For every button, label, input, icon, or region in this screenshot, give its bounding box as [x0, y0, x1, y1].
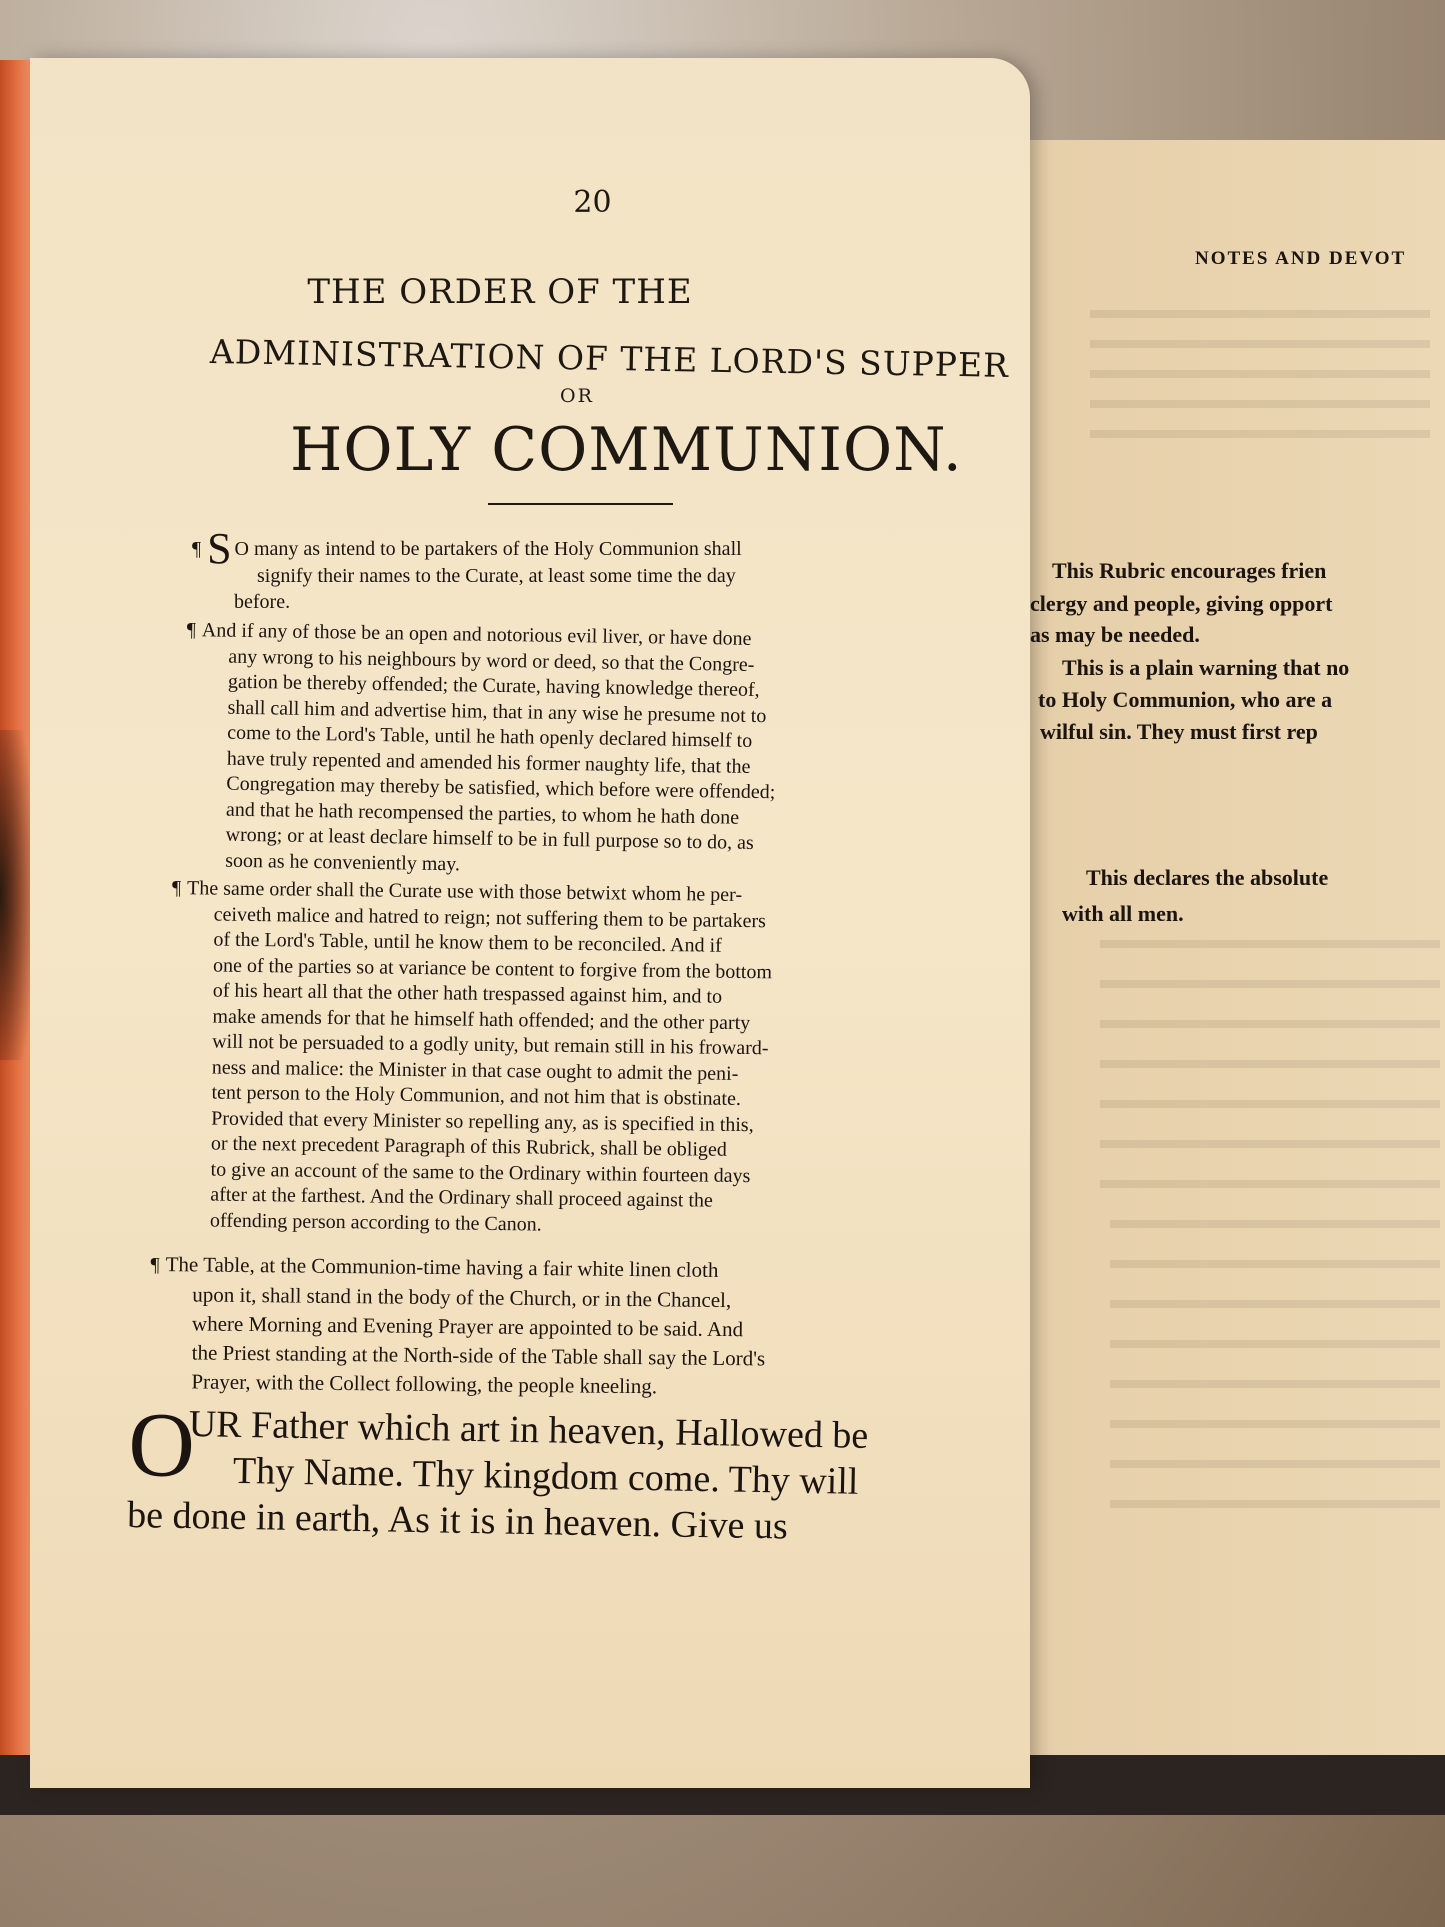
rubric-line: one of the parties so at variance be content to forgive from the bottom — [212, 954, 773, 983]
rubric-line: make amends for that he himself hath offended; and the other party — [212, 1005, 751, 1034]
note-2-line: This is a plain warning that no — [1062, 655, 1350, 680]
bleed-through — [1100, 940, 1440, 1200]
rubric-line: will not be persuaded to a godly unity, but remain still in his froward- — [212, 1030, 769, 1060]
rubric-line: before. — [234, 590, 291, 613]
rubric-line: signify their names to the Curate, at least some time the day — [257, 565, 736, 587]
rubric-line: have truly repented and amended his former naughty life, that the — [226, 747, 751, 778]
rubric-line: of his heart all that the other hath trespassed against him, and to — [212, 979, 723, 1008]
rubric-line: soon as he conveniently may. — [225, 849, 461, 875]
prayer-line: Thy Name. Thy kingdom come. Thy will — [232, 1449, 859, 1503]
rubric-line: to give an account of the same to the Ordinary within fourteen days — [210, 1158, 751, 1187]
rubric-line: And if any of those be an open and notorious evil liver, or have done — [201, 619, 752, 650]
pilcrow-icon: ¶ — [171, 877, 182, 900]
title-line-2: ADMINISTRATION OF THE LORD'S SUPPER — [209, 332, 1010, 385]
rubric-line: after at the farthest. And the Ordinary shall proceed against the — [210, 1183, 713, 1212]
drop-cap: S — [207, 524, 232, 573]
rubric-line: shall call him and advertise him, that in any wise he presume not to — [227, 696, 767, 727]
rubric-line: O many as intend to be partakers of the Holy Communion shall — [234, 538, 742, 560]
rubric-line: The same order shall the Curate use with those betwixt whom he per- — [186, 877, 743, 906]
rubric-line: Provided that every Minister so repelling any, as is specified in this, — [211, 1107, 754, 1136]
rubric-line: wrong; or at least declare himself to be in full purpose so to do, as — [225, 823, 754, 854]
rubric-line: offending person according to the Canon. — [209, 1209, 542, 1236]
rubric-line: or the next precedent Paragraph of this Rubrick, shall be obliged — [210, 1132, 727, 1161]
rubric-line: Prayer, with the Collect following, the people kneeling. — [191, 1369, 658, 1399]
note-2-line: to Holy Communion, who are a — [1038, 687, 1333, 712]
right-page-header: NOTES AND DEVOT — [1195, 248, 1407, 269]
note-1-line: This Rubric encourages frien — [1052, 558, 1327, 583]
title-divider — [488, 503, 673, 505]
prayer-line: UR Father which art in heaven, Hallowed be — [188, 1403, 869, 1457]
rubric-1 — [192, 524, 972, 615]
drop-cap: O — [127, 1393, 196, 1497]
title-line-1: THE ORDER OF THE — [307, 272, 693, 312]
rubric-line: tent person to the Holy Communion, and not him that is obstinate. — [211, 1081, 742, 1110]
page-title: HOLY COMMUNION. — [290, 415, 963, 485]
finger-shadow — [0, 730, 30, 1060]
note-3-line: with all men. — [1062, 901, 1184, 926]
rubric-line: The Table, at the Communion-time having a fair white linen cloth — [165, 1252, 719, 1282]
rubric-line: and that he hath recompensed the parties, to whom he hath done — [225, 798, 740, 829]
pilcrow-icon: ¶ — [192, 538, 202, 560]
lords-prayer — [126, 1393, 999, 1553]
prayer-line: be done in earth, As it is in heaven. Give us — [126, 1493, 789, 1548]
rubric-line: Congregation may thereby be satisfied, which before were offended; — [226, 772, 776, 804]
rubric-line: the Priest standing at the North-side of the Table shall say the Lord's — [191, 1340, 766, 1371]
pilcrow-icon: ¶ — [186, 619, 197, 642]
rubric-line: come to the Lord's Table, until he hath openly declared himself to — [227, 721, 753, 752]
rubric-4 — [149, 1250, 990, 1405]
page-number: 20 — [573, 185, 612, 220]
rubric-line: of the Lord's Table, until he know them to be reconciled. And if — [213, 928, 722, 957]
title-or: OR — [560, 385, 594, 407]
note-3-line: This declares the absolute — [1086, 865, 1329, 890]
note-1-line: clergy and people, giving opport — [1030, 591, 1333, 616]
bleed-through — [1090, 310, 1430, 460]
bleed-through — [1110, 1220, 1440, 1530]
rubric-line: gation be thereby offended; the Curate, having knowledge thereof, — [227, 670, 760, 702]
note-1-line: as may be needed. — [1030, 622, 1200, 647]
note-2-line: wilful sin. They must first rep — [1040, 719, 1318, 744]
rubric-line: upon it, shall stand in the body of the Church, or in the Chancel, — [192, 1282, 732, 1313]
pilcrow-icon: ¶ — [150, 1254, 160, 1277]
rubric-line: where Morning and Evening Prayer are appointed to be said. And — [191, 1311, 744, 1342]
rubric-2 — [183, 618, 977, 885]
rubric-line: ness and malice: the Minister in that case ought to admit the peni- — [211, 1056, 739, 1085]
rubric-line: ceiveth malice and hatred to reign; not suffering them to be partakers — [213, 903, 767, 932]
rubric-line: any wrong to his neighbours by word or deed, so that the Congre- — [228, 645, 755, 676]
rubric-3 — [168, 876, 982, 1243]
